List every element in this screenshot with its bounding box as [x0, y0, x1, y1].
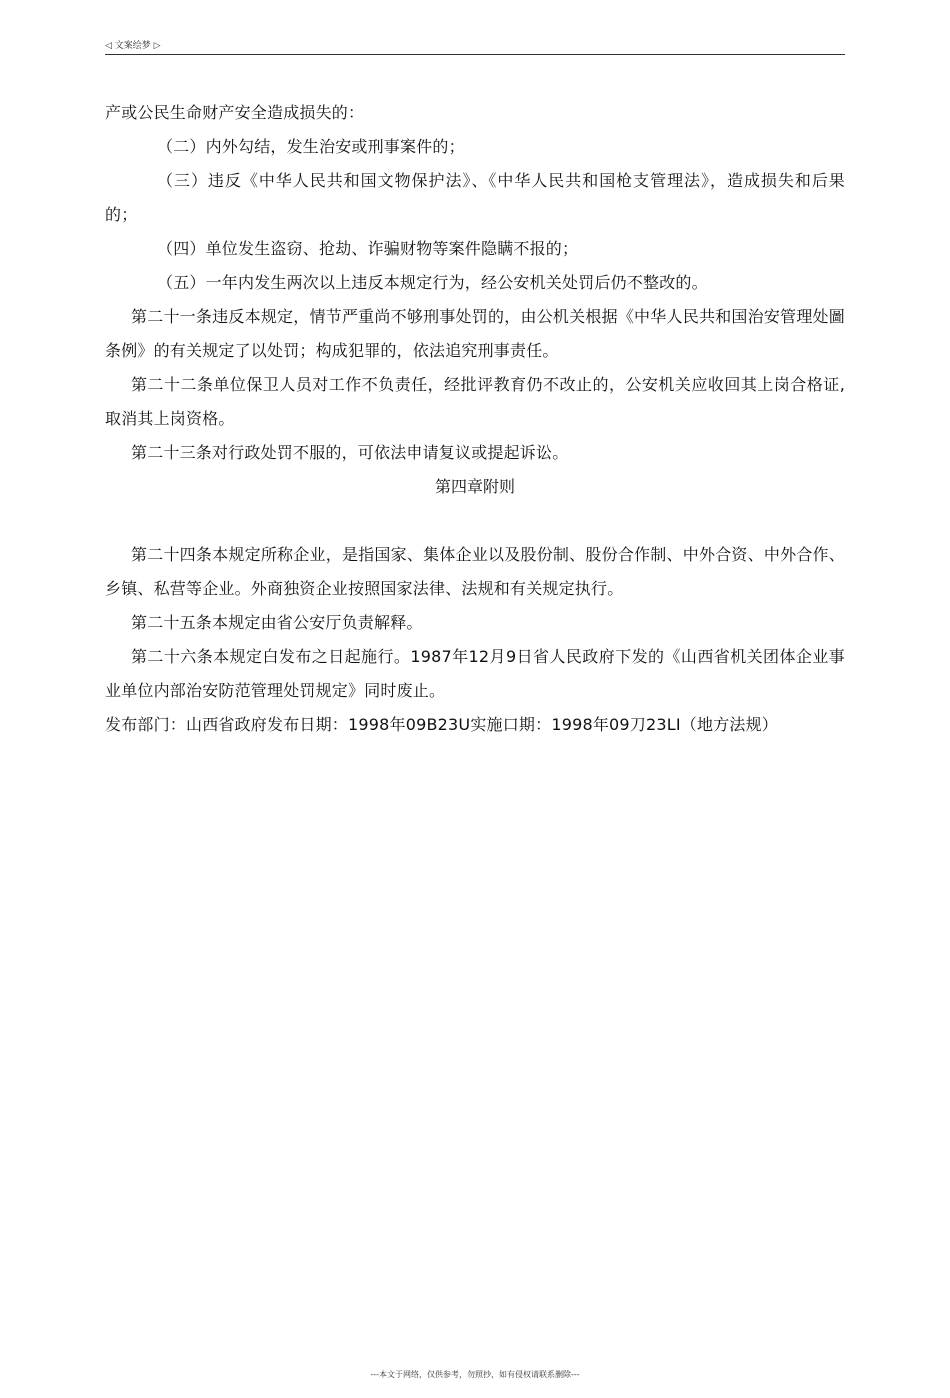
page-footer: ---本文于网络，仅供参考，勿照抄，如有侵权请联系删除--- [370, 1370, 580, 1379]
publication-info: 发布部门：山西省政府发布日期：1998年09B23U实施口期：1998年09刀23LI（地方法规） [105, 715, 778, 734]
header-logo-text: ◁ 文案绘梦 ▷ [105, 41, 161, 51]
page-header [105, 40, 845, 55]
chapter-title: 第四章附则 [434, 477, 515, 496]
paragraph-item-2: （二）内外勾结，发生治安或刑事案件的； [157, 137, 465, 156]
paragraph-item-3: （三）违反《中华人民共和国文物保护法》、《中华人民共和国枪支管理法》，造成损失和后果的； [105, 171, 845, 224]
article-23: 第二十三条对行政处罚不服的，可依法申请复议或提起诉讼。 [131, 443, 569, 462]
article-24: 第二十四条本规定所称企业，是指国家、集体企业以及股份制、股份合作制、中外合资、中外合作、乡镇、私营等企业。外商独资企业按照国家法律、法规和有关规定执行。 [105, 545, 845, 598]
article-26: 第二十六条本规定白发布之日起施行。1987年12月9日省人民政府下发的《山西省机关团体企业事业单位内部治安防范管理处罚规定》同时废止。 [105, 647, 845, 700]
document-body [105, 96, 845, 742]
paragraph-item-5: （五）一年内发生两次以上违反本规定行为，经公安机关处罚后仍不整改的。 [157, 273, 708, 292]
paragraph-continuation: 产或公民生命财产安全造成损失的： [105, 103, 365, 122]
article-22: 第二十二条单位保卫人员对工作不负责任，经批评教育仍不改止的，公安机关应收回其上岗合格证,取消其上岗资格。 [105, 375, 845, 428]
paragraph-item-4: （四）单位发生盗窃、抢劫、诈骗财物等案件隐瞒不报的； [157, 239, 579, 258]
article-25: 第二十五条本规定由省公安厅负责解释。 [131, 613, 423, 632]
blank-line [105, 504, 845, 538]
article-21: 第二十一条违反本规定，情节严重尚不够刑事处罚的，由公机关根据《中华人民共和国治安管理处圖条例》的有关规定了以处罚；构成犯罪的，依法追究刑事责任。 [105, 307, 845, 360]
